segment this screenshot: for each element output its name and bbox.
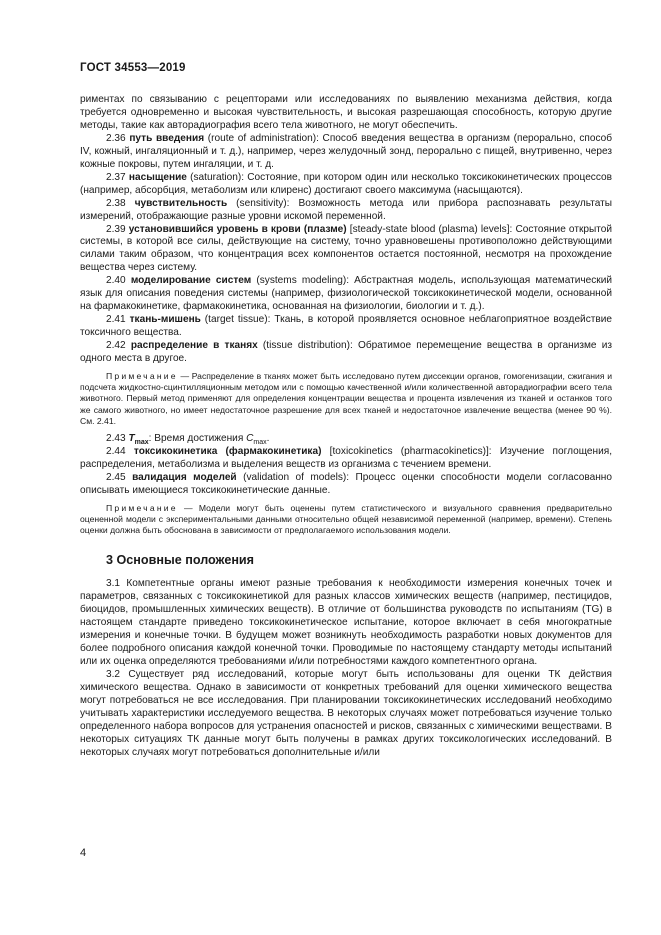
term-2-42 [80,340,612,366]
paragraph-continuation: риментах по связыванию с рецепторами или исследованиях по выявлению механизма действия, когда требуется одновременно и высокая чувствительность, и высокая разрешающая способность, которую другие методы, такие как авторадиография всего тела животного, не могут обеспечить. [80,94,612,131]
term-name: распределение в тканях [130,340,258,352]
term-number: 2.39 [106,223,126,235]
term-2-41 [80,314,612,340]
term-2-36 [80,133,612,172]
document-header: ГОСТ 34553—2019 [80,62,186,74]
note-text: — Модели могут быть оценены путем статистического и визуального сравнения предварительно оцененной модели с экспериментальными данными относительно общей независимой переменной (например, времени). Степень оценки должна быть обоснована в зависимости от предполагаемого использования модели. [80,502,612,536]
term-number: 2.37 [106,171,126,183]
term-number: 2.44 [106,445,126,457]
term-number: 2.38 [106,197,126,209]
paragraph-3-2: 3.2 Существует ряд исследований, которые могут быть использованы для оценки ТК действия химического вещества. Однако в зависимости от конкретных требований для оценки химического вещества могут потребоваться не все исследования. При планировании токсикокинетических исследований необходимо учитывать характеристики исследуемого вещества. В некоторых случаях может потребоваться изучение только определенного набора вопросов для устранения опасностей и рисков, связанных с химическими веществами. В некоторых ситуациях ТК данные могут быть получены в рамках других токсикологических исследований. В некоторых случаях могут потребоваться дополнительные и/или [80,669,612,758]
term-definition: (route of administration): Способ введения вещества в организм (перорально, способ IV, кожный, ингаляционный и т. д.), например, через желудочный зонд, перорально с пищей, внутривенно, через кожные покровы, путем ингаляции, и т. д. [80,132,612,170]
term-name: моделирование систем [130,275,252,287]
term-name: токсикокинетика (фармакокинетика) [133,445,322,457]
term-definition: (tissue distribution): Обратимое перемещение вещества в организме из одного места в другое. [80,340,612,365]
term-name: чувствительность [134,197,228,209]
note-label: Примечание [106,371,178,382]
term-number: 2.36 [106,132,126,144]
page-number: 4 [80,847,87,859]
term-2-43 [80,433,612,446]
term-2-38 [80,198,612,224]
term-name: валидация моделей [132,471,237,483]
term-name: путь введения [129,132,205,144]
tmax-subscript: max [134,439,149,447]
term-2-37 [80,172,612,198]
term-2-45 [80,472,612,498]
paragraph-3-1: 3.1 Компетентные органы имеют разные требования к необходимости измерения конечных точек и параметров, связанных с токсикокинетикой для разных классов химических веществ (например, пестицидов, биоцидов, промышленных химических веществ). В отличие от большинства руководств по испытаниям (TG) в настоящем стандарте приведено токсикокинетическое испытание, которое включает в себя многократные измерения и конечные точки. В будущем может возникнуть необходимость разработки новых документов для более подробного описания каждой конечной точки. Проводимые по настоящему стандарту методы испытаний или их оценка определяются требованиями и/или потребностями каждого компетентного органа. [80,578,612,668]
term-number: 2.43 [106,433,126,445]
term-number: 2.45 [106,471,126,483]
term-definition: [toxicokinetics (pharmacokinetics)]: Изучение поглощения, распределения, метаболизма и выделения веществ из организма с течением времени. [80,445,612,470]
note-text: — Распределение в тканях может быть исследовано путем диссекции органов, гомогенизации, сжигания и подсчета жидкостно-сцинтилляционным методом или с помощью качественной и/или количественной авторадиографии всего тела животного. Первый метод применяют для определения концентрации вещества и процента извлечения из тканей и останков того же самого животного, но имеет недостаточное разрешение для всех тканей и недостаточное извлечение вещества (менее 90 %). См. 2.41. [80,371,612,426]
term-2-39 [80,224,612,276]
term-definition: : Время достижения [148,433,247,445]
term-2-44 [80,446,612,472]
term-end: . [266,433,270,445]
term-number: 2.41 [106,314,126,326]
term-2-40 [80,275,612,314]
term-definition: (target tissue): Ткань, в которой проявляется основное неблагоприятное воздействие токсичного вещества. [80,314,612,339]
note-tissue-distribution [80,371,612,427]
term-definition: (sensitivity): Возможность метода или прибора распознавать результаты измерений, отображающие разные уровни искомой переменной. [80,197,612,222]
term-name: насыщение [128,171,187,183]
term-definition: (validation of models): Процесс оценки способности модели согласованно описывать имеющиеся токсикокинетические данные. [80,471,612,496]
note-model-validation [80,503,612,537]
term-number: 2.40 [106,275,126,287]
term-name: ткань-мишень [129,314,201,326]
note-label: Примечание [106,502,178,513]
term-number: 2.42 [106,340,126,352]
tmax-symbol: T [128,433,135,445]
term-definition: (systems modeling): Абстрактная модель, использующая математический язык для описания поведения системы (например, физиологической токсикокинетической модели, основанной на фармакокинетике, фармакокинетика, основанная на физиологии, биологии и т. д.). [80,275,612,313]
section-heading: 3 Основные положения [106,553,255,568]
term-name: установившийся уровень в крови (плазме) [128,223,347,235]
document-body [80,94,612,760]
term-definition: (saturation): Состояние, при котором один или несколько токсикокинетических процессов (например, абсорбция, метаболизм или клиренс) достигают своего максимума (насыщаются). [80,171,612,196]
term-definition: [steady-state blood (plasma) levels]: Состояние открытой системы, в которой все силы, действующие на систему, точно уравновешены противоположно действующими силами таким образом, что концентрация всех компонентов остается постоянной, несмотря на прохождение вещества через систему. [80,223,612,274]
cmax-subscript: max [253,439,267,447]
cmax-symbol: C [246,433,254,445]
